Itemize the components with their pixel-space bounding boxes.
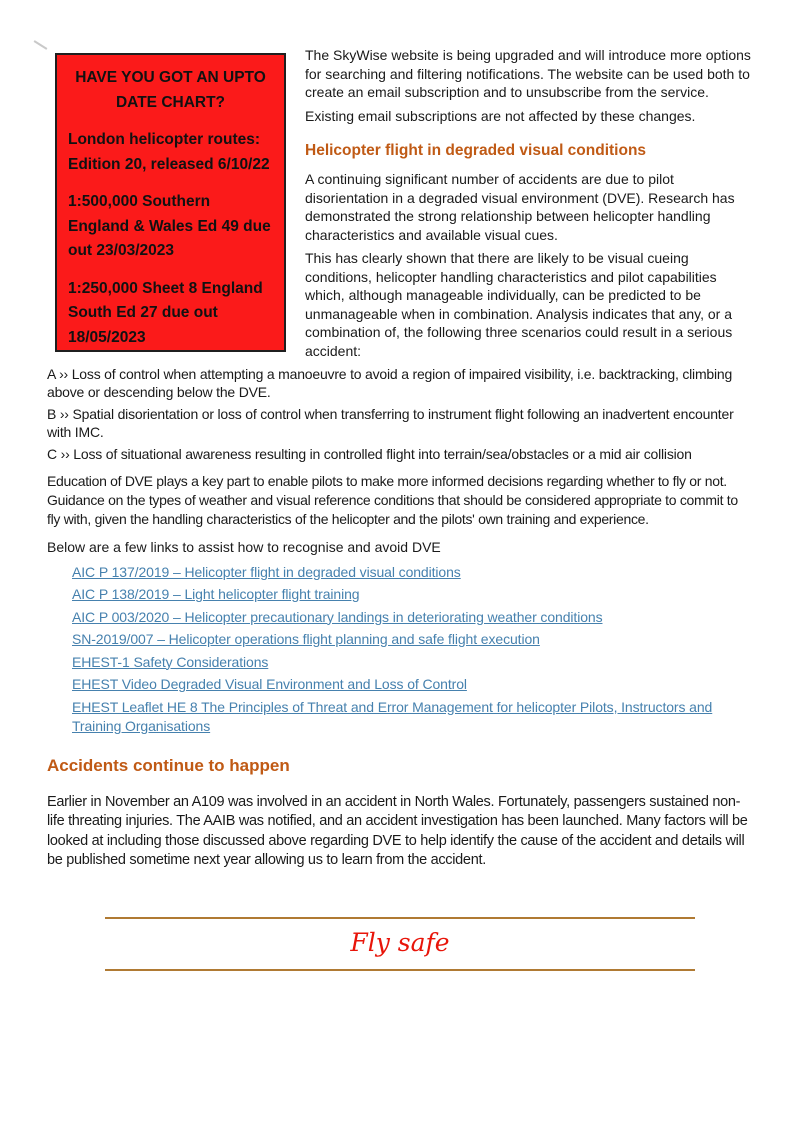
link-aic-p-137-2019[interactable]: AIC P 137/2019 – Helicopter flight in degraded visual conditions bbox=[72, 563, 461, 580]
dve-paragraph-2: This has clearly shown that there are likely to be visual cueing conditions, helicopter handling characteristics and pilot capabilities which, although manageable individually, can be predicted to be unmanageable when in combination. Analysis indicates that any, or a combination of, the following three scenarios could result in a serious accident: bbox=[305, 250, 733, 359]
skywise-paragraph: The SkyWise website is being upgraded and will introduce more options for searching and filtering notifications. The website can be used both to create an email subscription and to unsubscribe from the service. bbox=[305, 47, 751, 100]
scenario-a-label: A bbox=[47, 366, 56, 382]
chart-box-item: 1:250,000 Sheet 8 England South Ed 27 due out 18/05/2023 bbox=[68, 279, 263, 346]
fly-safe-banner bbox=[105, 917, 695, 971]
fly-safe-message: Fly safe bbox=[350, 927, 450, 957]
bottom-rule bbox=[105, 969, 695, 971]
link-aic-p-003-2020[interactable]: AIC P 003/2020 – Helicopter precautionary landings in deteriorating weather conditions bbox=[72, 608, 603, 625]
link-sn-2019-007[interactable]: SN-2019/007 – Helicopter operations flight planning and safe flight execution bbox=[72, 631, 540, 647]
chart-reminder-box bbox=[55, 53, 286, 352]
chart-box-item: London helicopter routes: Edition 20, released 6/10/22 bbox=[68, 131, 270, 173]
stray-scan-mark bbox=[34, 40, 48, 50]
link-ehest-video[interactable]: EHEST Video Degraded Visual Environment and Loss of Control bbox=[72, 676, 467, 692]
links-intro: Below are a few links to assist how to recognise and avoid DVE bbox=[47, 538, 441, 555]
scenario-c-text: Loss of situational awareness resulting in controlled flight into terrain/sea/obstacles or a mid air collision bbox=[73, 446, 692, 462]
scenario-b-label: B bbox=[47, 406, 57, 422]
link-ehest-1-safety[interactable]: EHEST-1 Safety Considerations bbox=[72, 653, 269, 670]
dve-links-list bbox=[47, 563, 753, 736]
chevrons-separator: ›› bbox=[60, 446, 70, 462]
accidents-section-heading: Accidents continue to happen bbox=[47, 755, 290, 775]
chevrons-separator: ›› bbox=[59, 366, 69, 382]
scenario-c bbox=[47, 446, 753, 464]
scenario-a bbox=[47, 366, 753, 401]
main-content bbox=[47, 366, 753, 971]
link-aic-p-138-2019[interactable]: AIC P 138/2019 – Light helicopter flight training bbox=[72, 586, 360, 602]
skywise-column bbox=[305, 46, 757, 365]
link-ehest-leaflet-he8[interactable]: EHEST Leaflet HE 8 The Principles of Threat and Error Management for helicopter Pilots, Instructors and Training Organisations bbox=[72, 698, 713, 734]
scenario-b-text: Spatial disorientation or loss of control when transferring to instrument flight following an inadvertent encounter with IMC. bbox=[47, 406, 734, 440]
accidents-paragraph: Earlier in November an A109 was involved in an accident in North Wales. Fortunately, passengers sustained non-life threating injuries. The AAIB was notified, and an accident investigation has been launched. Many factors will be looked at including those discussed above regarding DVE to help identify the cause of the accident and details will be published sometime next year allowing us to learn from the accident. bbox=[47, 793, 748, 868]
scenario-b bbox=[47, 406, 753, 441]
scenario-c-label: C bbox=[47, 446, 57, 462]
dve-paragraph-1: A continuing significant number of accidents are due to pilot disorientation in a degraded visual environment (DVE). Research has demonstrated the strong relationship between helicopter handling characteristics and available visual cues. bbox=[305, 171, 735, 243]
skywise-subscriptions-note: Existing email subscriptions are not affected by these changes. bbox=[305, 107, 696, 124]
chart-box-item: 1:500,000 Southern England & Wales Ed 49 due out 23/03/2023 bbox=[68, 193, 271, 259]
chart-box-title: HAVE YOU GOT AN UPTO DATE CHART? bbox=[75, 69, 266, 111]
scenario-a-text: Loss of control when attempting a manoeuvre to avoid a region of impaired visibility, i.e. backtracking, climbing above or descending below the DVE. bbox=[47, 366, 733, 400]
education-paragraph: Education of DVE plays a key part to enable pilots to make more informed decisions regarding whether to fly or not. Guidance on the types of weather and visual reference conditions that should be considered appropriate to commit to fly with, given the handling characteristics of the helicopter and the pilots' own training and experience. bbox=[47, 472, 738, 527]
chevrons-separator: ›› bbox=[59, 406, 69, 422]
dve-section-heading: Helicopter flight in degraded visual conditions bbox=[305, 142, 647, 159]
